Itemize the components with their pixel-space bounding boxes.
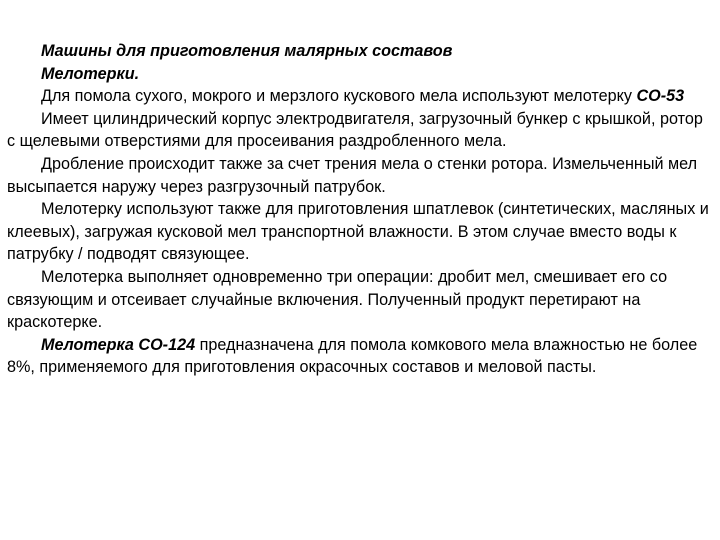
paragraph-co124-text: предназначена для помола комкового мела влажностью не более 8%, применяемого для приготовления окрасочных составов и меловой пасты.: [7, 335, 698, 377]
slide-text-block: [7, 40, 715, 379]
paragraph-co124: [7, 334, 715, 379]
model-co53: СО-53: [636, 87, 685, 106]
paragraph-putty: Мелотерку используют также для приготовления шпатлевок (синтетических, масляных и клеевых), загружая кусковой мел транспортной влажности. В этом случае вместо воды к патрубку / подводят связующее.: [7, 200, 709, 264]
heading: Машины для приготовления малярных составов: [41, 42, 453, 60]
paragraph-operations: Мелотерка выполняет одновременно три операции: дробит мел, смешивает его со связующим и отсеивает случайные включения. Полученный продукт перетирают на краскотерке.: [7, 267, 668, 332]
paragraph-crushing: Дробление происходит также за счет трения мела о стенки ротора. Измельченный мел высыпается наружу через разгрузочный патрубок.: [7, 154, 698, 196]
paragraph-housing: Имеет цилиндрический корпус электродвигателя, загрузочный бункер с крышкой, ротор с щелевыми отверстиями для просеивания раздробленного мела.: [7, 109, 703, 151]
paragraph-co53: [7, 85, 715, 108]
subheading: Мелотерки.: [41, 64, 140, 83]
model-co124: Мелотерка СО-124: [41, 335, 196, 354]
paragraph-co53-text: Для помола сухого, мокрого и мерзлого кускового мела используют мелотерку: [41, 87, 637, 106]
